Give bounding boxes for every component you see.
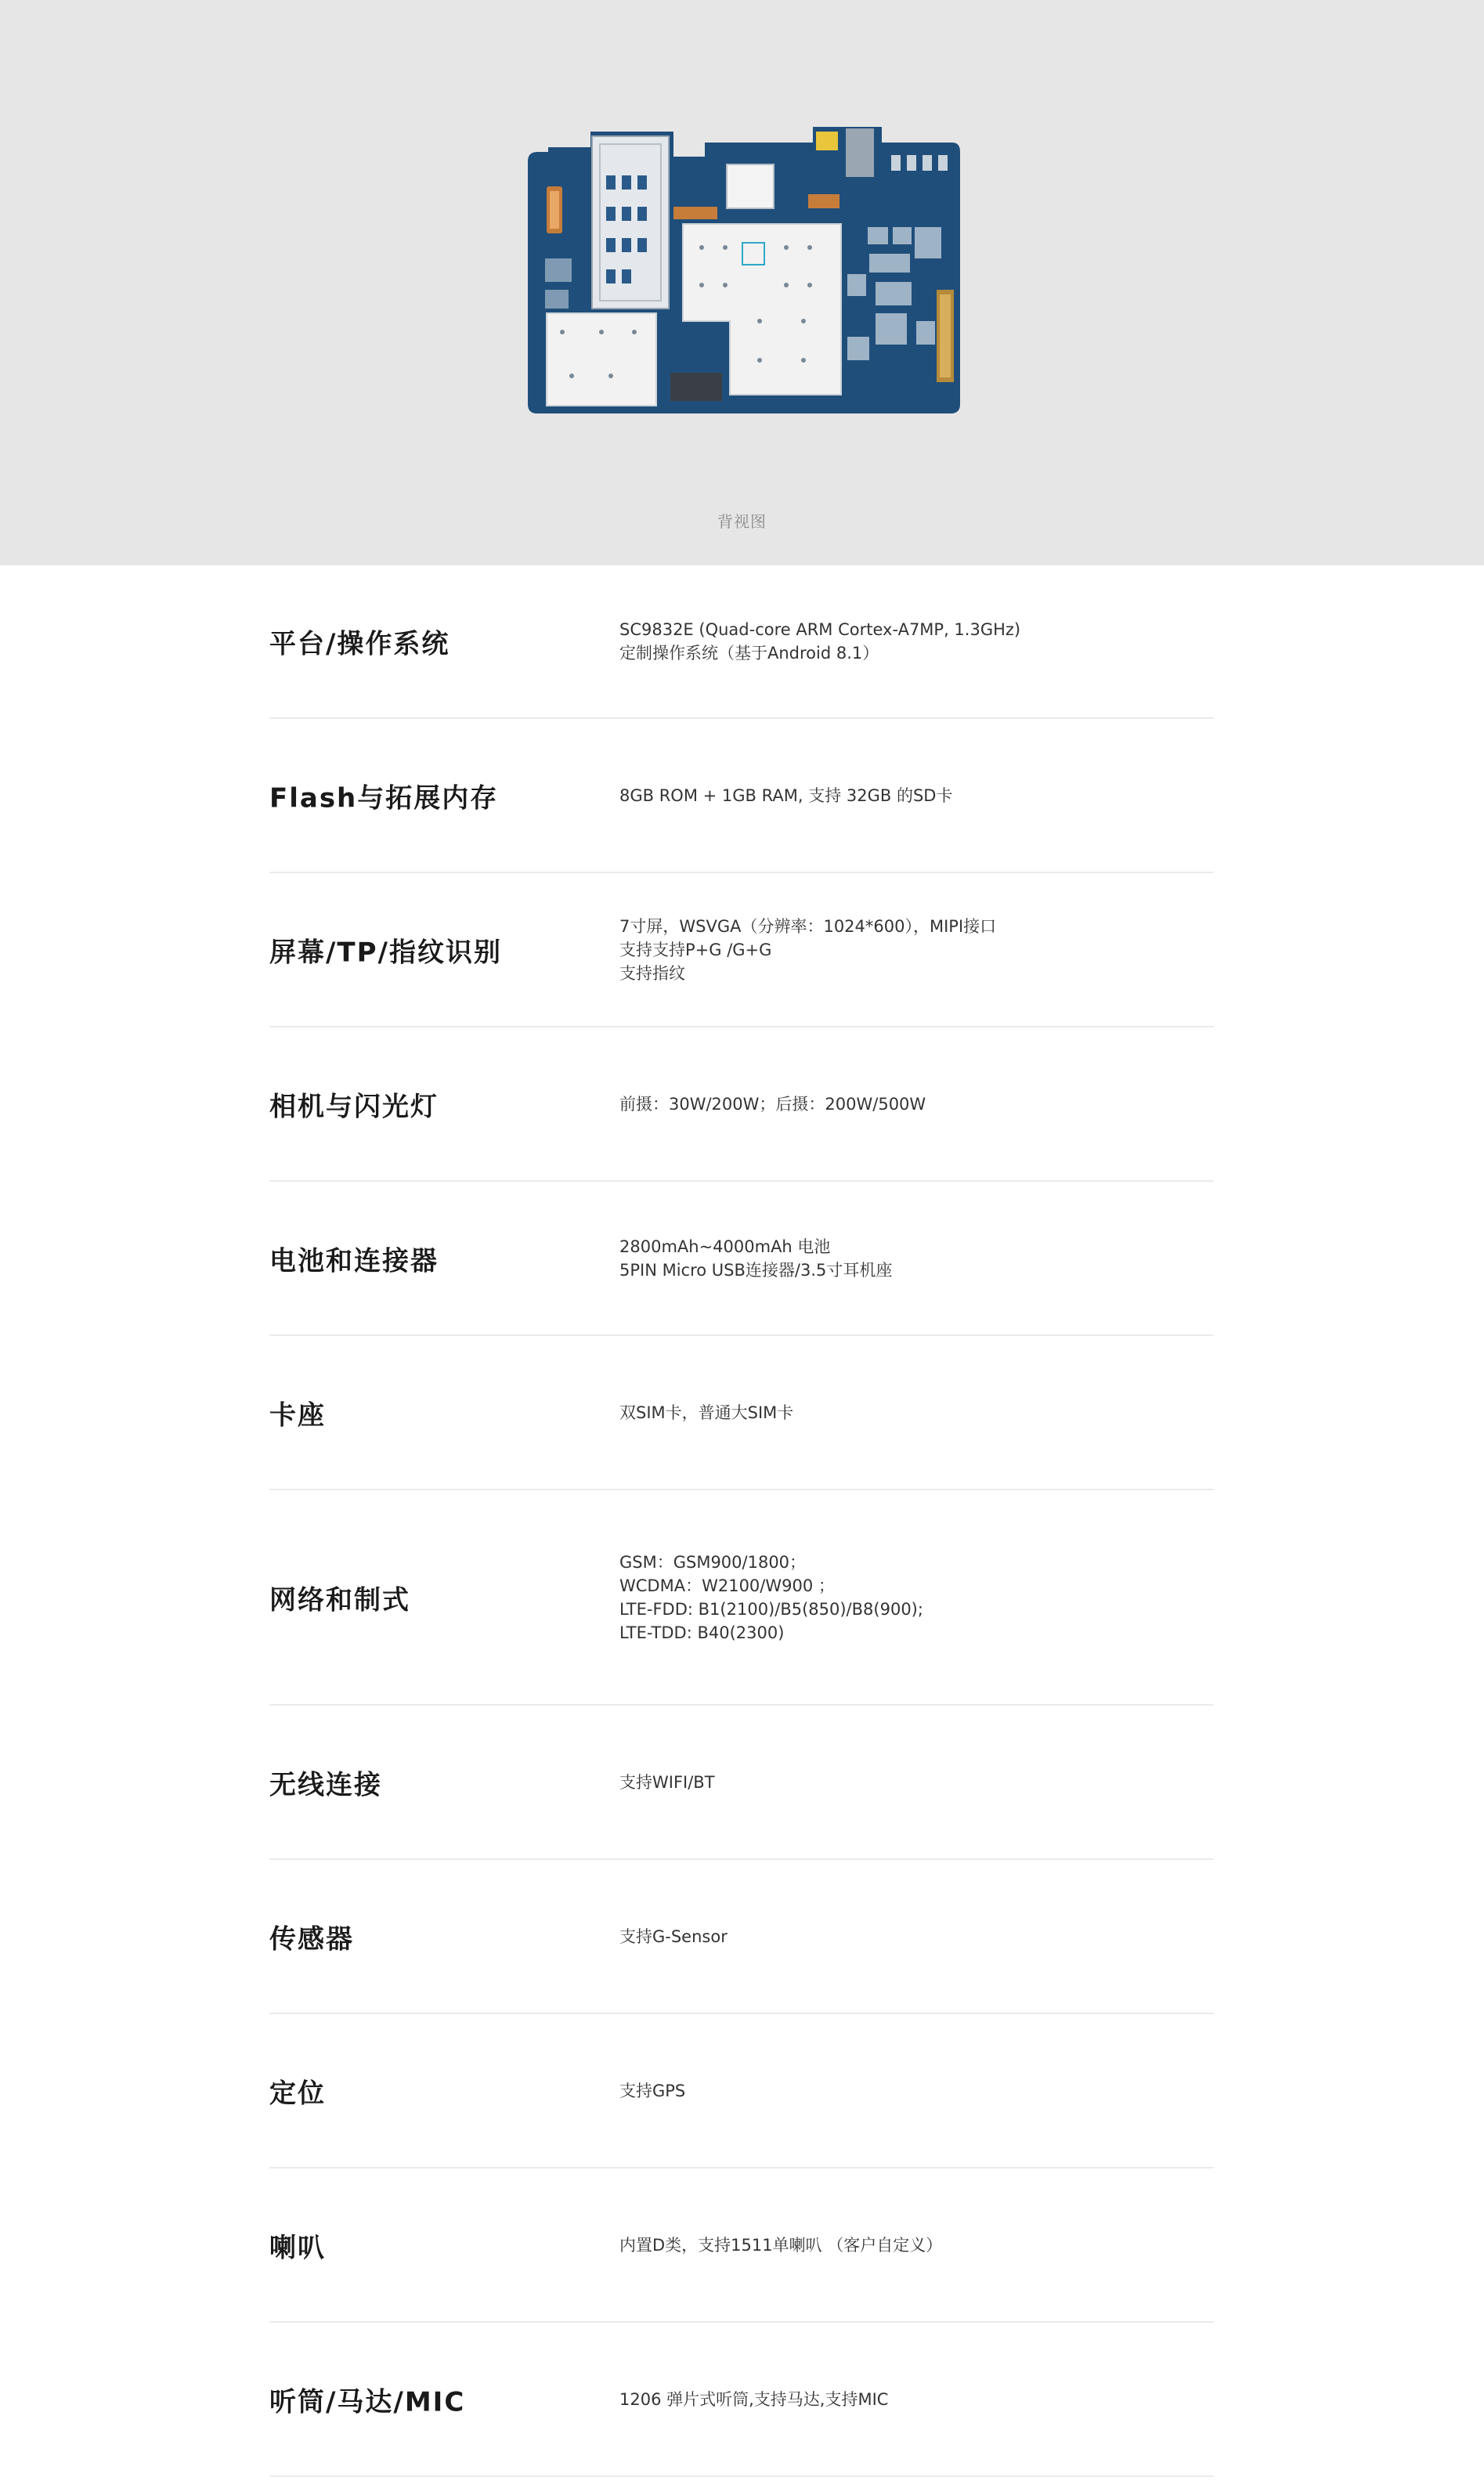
spec-value: 双SIM卡，普通大SIM卡 — [619, 1403, 794, 1422]
spec-row-sensor — [269, 1860, 1214, 2014]
spec-values — [619, 1771, 1214, 1794]
spec-value: 1206 弹片式听筒,支持马达,支持MIC — [619, 2389, 889, 2409]
spec-values — [619, 618, 1214, 665]
spec-label: 平台/操作系统 — [269, 628, 450, 660]
spec-value: 支持指纹 — [619, 963, 685, 983]
spec-row-speaker — [269, 2168, 1214, 2323]
spec-label: 网络和制式 — [269, 1584, 410, 1616]
spec-value: 8GB ROM + 1GB RAM, 支持 32GB 的SD卡 — [619, 785, 953, 805]
spec-value: 支持G-Sensor — [619, 1926, 728, 1946]
spec-row-platform — [269, 565, 1214, 719]
spec-label: 无线连接 — [269, 1769, 382, 1800]
spec-label: 屏幕/TP/指纹识别 — [269, 937, 502, 968]
spec-row-storage — [269, 719, 1214, 873]
spec-value: 7寸屏，WSVGA（分辨率：1024*600），MIPI接口 — [619, 916, 997, 936]
spec-label: 卡座 — [269, 1399, 326, 1431]
spec-value: LTE-FDD: B1(2100)/B5(850)/B8(900); — [619, 1599, 923, 1619]
spec-label: 听筒/马达/MIC — [269, 2386, 466, 2418]
spec-value: GSM：GSM900/1800； — [619, 1552, 807, 1572]
spec-label: 喇叭 — [269, 2232, 326, 2263]
spec-values — [619, 784, 1214, 807]
spec-value: 支持WIFI/BT — [619, 1772, 715, 1792]
spec-values — [619, 1235, 1214, 1282]
hero-section — [0, 0, 1484, 565]
spec-row-display — [269, 873, 1214, 1027]
spec-row-battery — [269, 1182, 1214, 1336]
spec-values — [619, 1092, 1214, 1116]
spec-row-network — [269, 1490, 1214, 1706]
spec-values — [619, 2079, 1214, 2103]
spec-label: 相机与闪光灯 — [269, 1091, 439, 1122]
spec-value: 5PIN Micro USB连接器/3.5寸耳机座 — [619, 1260, 893, 1280]
spec-value: LTE-TDD: B40(2300) — [619, 1623, 785, 1642]
spec-value: 2800mAh~4000mAh 电池 — [619, 1237, 831, 1256]
spec-value: WCDMA：W2100/W900 ； — [619, 1576, 835, 1595]
spec-row-camera — [269, 1027, 1214, 1182]
back-view-caption: 背视图 — [717, 512, 767, 531]
spec-row-receiver — [269, 2323, 1214, 2477]
spec-row-positioning — [269, 2014, 1214, 2168]
spec-row-wireless — [269, 1706, 1214, 1860]
spec-label: 电池和连接器 — [269, 1245, 439, 1276]
spec-values — [619, 1551, 1214, 1645]
spec-values — [619, 1401, 1214, 1425]
spec-label: 定位 — [269, 2078, 326, 2109]
spec-value: 定制操作系统（基于Android 8.1） — [619, 644, 879, 663]
spec-row-card-slot — [269, 1336, 1214, 1490]
spec-values — [619, 2233, 1214, 2257]
spec-values — [619, 915, 1214, 985]
spec-value: 内置D类，支持1511单喇叭 （客户自定义） — [619, 2235, 943, 2255]
spec-value: 前摄：30W/200W；后摄：200W/500W — [619, 1094, 926, 1114]
spec-value: SC9832E (Quad-core ARM Cortex-A7MP, 1.3GHz) — [619, 620, 1021, 639]
spec-label: 传感器 — [269, 1923, 354, 1955]
spec-label: Flash与拓展内存 — [269, 782, 499, 814]
spec-values — [619, 1925, 1214, 1948]
spec-value: 支持支持P+G /G+G — [619, 940, 772, 959]
circuit-board-image — [525, 125, 966, 420]
spec-values — [619, 2388, 1214, 2411]
spec-value: 支持GPS — [619, 2081, 686, 2100]
spec-list — [269, 565, 1214, 2477]
